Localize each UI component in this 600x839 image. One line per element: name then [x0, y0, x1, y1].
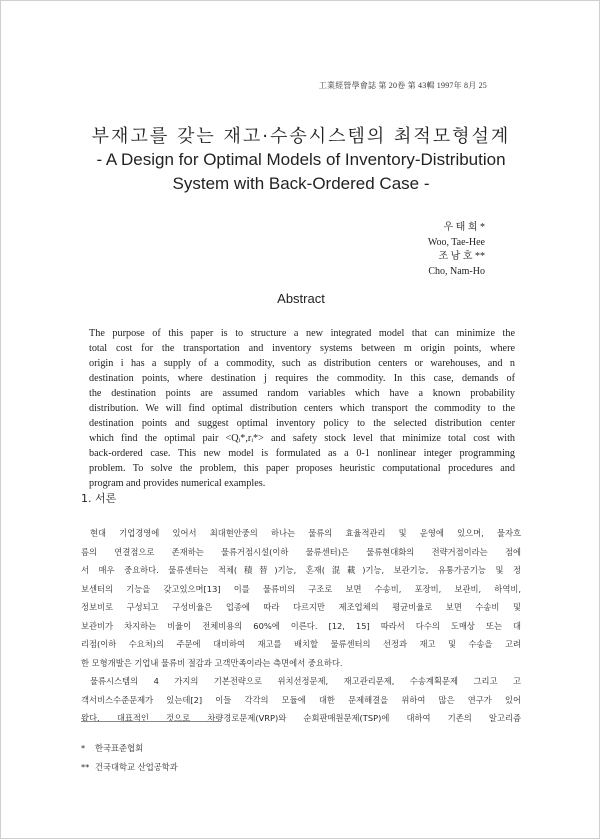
footnote-mark: ** — [81, 762, 90, 772]
footnote-text: 건국대학교 산업공학과 — [95, 762, 178, 772]
abstract-line: program and provides numerical examples. — [89, 478, 266, 489]
section-body-text — [81, 524, 521, 728]
footnote-2 — [81, 758, 178, 777]
body-line: 름의 연결점으로 존재하는 물류거점시설(이하 물류센터)은 물류현대화의 전략거점이라는 점에 — [81, 546, 521, 557]
body-line: 현대 기업경영에 있어서 최대현안중의 하나는 물류의 효율적관리 및 운영에 있으며, 물자흐 — [90, 528, 521, 538]
abstract-line: which find the optimal pair <Qᵢ*,rᵢ*> and safety stock level that minimize total cost with — [89, 433, 515, 444]
body-line: 보관비가 차지하는 비율이 전체비용의 60%에 이른다. [12, 15] 따라서 다수의 도매상 또는 대 — [81, 620, 521, 631]
journal-header: 工業經營學會誌 第 20卷 第 43輯 1997年 8月 25 — [318, 81, 487, 90]
abstract-text — [89, 326, 515, 491]
footnote-mark: * — [81, 743, 86, 753]
abstract-line: origin i has a supply of a commodity, such as distribution centers or warehouses, and n — [89, 358, 515, 369]
abstract-line: problem. To solve the problem, this paper proposes heuristic computational procedures and — [89, 463, 515, 474]
footnotes — [81, 739, 178, 777]
body-line: 물류시스템의 4 가지의 기본전략으로 위치선정문제, 재고관리문제, 수송계획문제 그리고 고 — [90, 676, 521, 686]
body-line: 서 매우 중요하다. 물류센터는 적체(積替)기능, 혼재(混載)기능, 보관기능, 유통가공기능 및 정 — [81, 565, 521, 575]
body-line: 객서비스수준문제가 있는데[2] 이들 각각의 모듈에 대한 문제해결을 위하여 많은 연구가 있어 — [81, 694, 521, 705]
english-title-line1: - A Design for Optimal Models of Inventory-Distribution — [96, 150, 506, 169]
body-line: 한 모형개발은 기업내 물류비 절감과 고객만족이라는 측면에서 중요하다. — [81, 657, 343, 668]
english-title-line2: System with Back-Ordered Case - — [172, 174, 430, 193]
abstract-line: destination points and suggest optimal inventory policy to the selected distribution center — [89, 418, 515, 429]
abstract-line: the destination points are assumed random variables which have a known probability — [89, 388, 515, 399]
footnote-divider — [81, 721, 221, 722]
footnote-text: 한국표준협회 — [95, 743, 144, 753]
author-2-english: Cho, Nam-Ho — [428, 265, 485, 277]
author-block — [428, 221, 485, 279]
author-2-korean: 조 남 호 ** — [438, 251, 485, 262]
abstract-line: total cost for the transportation and inventory systems between m origin points, where — [89, 343, 515, 354]
abstract-heading: Abstract — [277, 291, 325, 306]
body-line: 보센터의 기능을 갖고있으며[13] 이를 물류비의 구조로 보면 수송비, 포장비, 보관비, 하역비, — [81, 583, 521, 594]
abstract-line: distribution. We will find optimal distribution centers which transport the commodity to the — [89, 403, 515, 414]
abstract-line: The purpose of this paper is to structure a new integrated model that can minimize the — [89, 328, 515, 339]
korean-title: 부재고를 갖는 재고·수송시스템의 최적모형설계 — [91, 126, 511, 147]
author-1-english: Woo, Tae-Hee — [427, 236, 485, 248]
abstract-line: destination points, where destination j requires the commodity. In this case, demands of — [89, 373, 515, 384]
author-1-korean: 우 태 희 * — [443, 222, 485, 233]
body-line: 리점(이하 수요처)의 주문에 대비하여 재고를 배치할 물류센터의 선정과 재고 및 수송을 고려 — [81, 639, 521, 649]
body-line: 왔다. 대표적인 것으로 차량경로문제(VRP)와 순회판매원문제(TSP)에 대하여 기존의 알고리즘 — [81, 713, 521, 723]
footnote-1 — [81, 739, 178, 758]
abstract-line: back-ordered case. This new model is formulated as a 0-1 nonlinear integer programming — [89, 448, 515, 459]
body-line: 정보비로 구성되고 구성비율은 업종에 따라 다르지만 제조업체의 평균비율로 보면 수송비 및 — [81, 602, 521, 612]
section-heading-introduction: 1. 서론 — [81, 492, 117, 505]
